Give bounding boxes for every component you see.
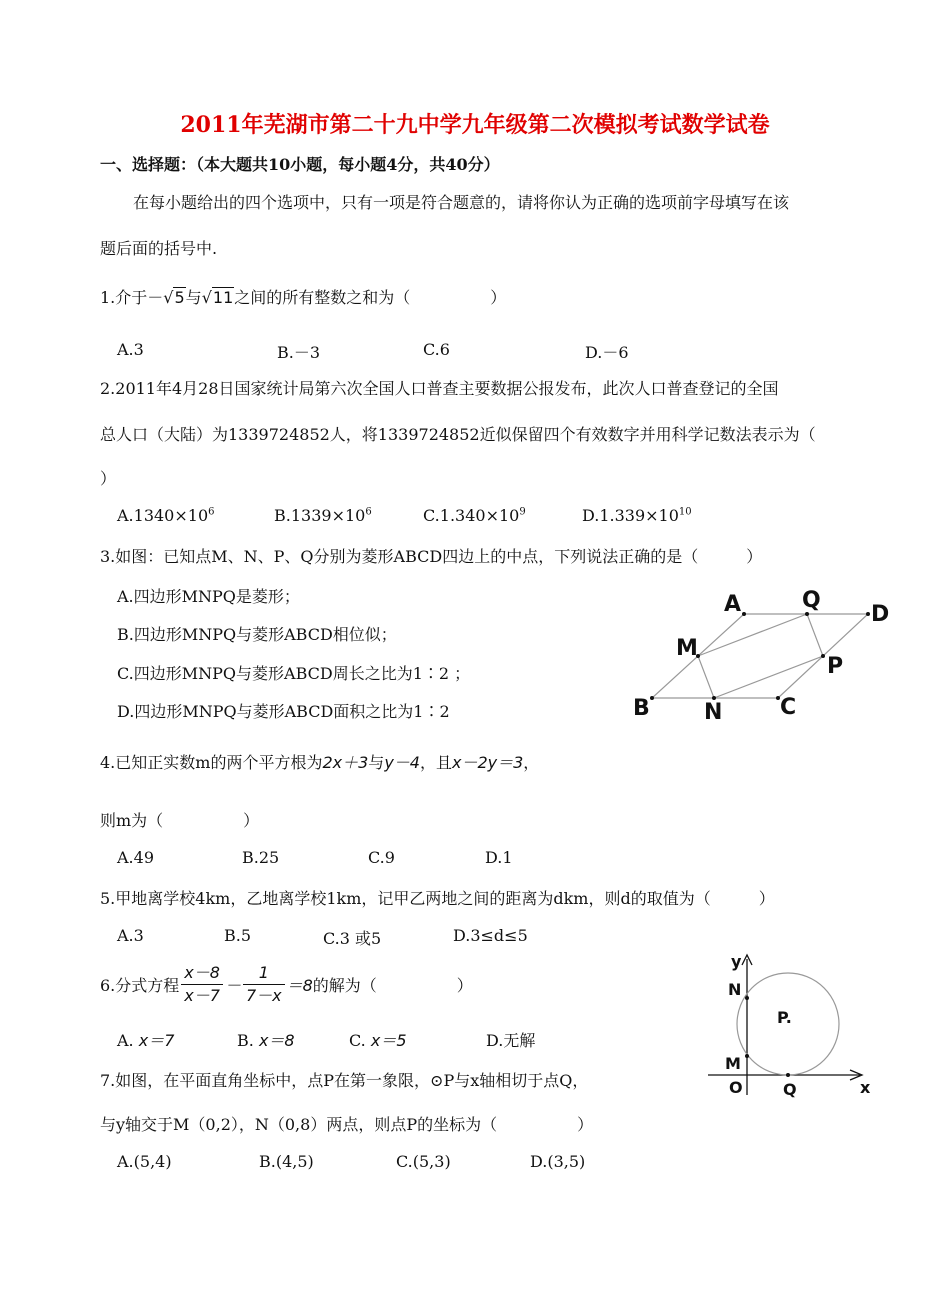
- label-b: B: [633, 696, 650, 721]
- question-4-line2: 则m为（ ）: [100, 811, 260, 830]
- question-1-stem: [100, 285, 506, 308]
- q3-option-c: C.四边形MNPQ与菱形ABCD周长之比为1∶2 ；: [117, 664, 471, 683]
- q6-option-a: A. x＝7: [117, 1031, 175, 1050]
- q2-option-a: $A.1340\times 10^6$: [117, 506, 215, 525]
- question-3-stem: 3.如图：已知点M、N、P、Q分别为菱形ABCD四边上的中点，下列说法正确的是（ ）: [100, 547, 763, 566]
- question-4-stem: 4.已知正实数m的两个平方根为2x＋3与y－4，且x－2y＝3，: [100, 753, 540, 772]
- quad-mnpq: [698, 614, 823, 698]
- q1-prefix: 1.介于－: [100, 288, 164, 307]
- q1-suffix: 之间的所有整数之和为（ ）: [234, 288, 507, 307]
- q3-option-b: B.四边形MNPQ与菱形ABCD相位似；: [117, 625, 397, 644]
- question-5-stem: 5.甲地离学校4km，乙地离学校1km，记甲乙两地之间的距离为dkm，则d的取值为（ ）: [100, 889, 775, 908]
- label-p: P: [827, 654, 844, 679]
- q1-radical-11: √11: [201, 288, 234, 307]
- question-2-line1: 2.2011年4月28日国家统计局第六次全国人口普查主要数据公报发布，此次人口普查登记的全国: [100, 379, 779, 398]
- q5-option-c: C.3 或5: [323, 929, 382, 948]
- q1-radical-5: √5: [163, 288, 185, 307]
- q3-option-d: D.四边形MNPQ与菱形ABCD面积之比为1∶2: [117, 702, 450, 721]
- label-c: C: [780, 695, 797, 720]
- q4-option-b: B.25: [242, 848, 280, 867]
- q1-option-a: A.3: [117, 340, 144, 359]
- question-7-line2: 与y轴交于M（0,2），N（0,8）两点，则点P的坐标为（ ）: [100, 1115, 594, 1134]
- q7-option-c: C.(5,3): [396, 1152, 451, 1171]
- label-q: Q: [802, 588, 821, 613]
- q1-option-b: B.－3: [277, 343, 321, 362]
- q6-option-c: C. x＝5: [349, 1031, 407, 1050]
- question-7-line1: 7.如图，在平面直角坐标中，点P在第一象限，⊙P与x轴相切于点Q，: [100, 1071, 589, 1090]
- q4-option-d: D.1: [485, 848, 513, 867]
- label-q2: Q: [783, 1080, 797, 1099]
- q6-fraction-1: $\frac{x-8}{x-7}$: [181, 962, 223, 1007]
- label-d: D: [871, 602, 890, 627]
- q6-option-b: B. x＝8: [237, 1031, 295, 1050]
- question-6-stem: 6.分式方程 $\frac{x-8}{x-7}$ － $\frac{1}{7-x}$ ＝8 的解为（ ）: [100, 963, 473, 1005]
- q6-option-d: D.无解: [486, 1031, 536, 1050]
- page-title: 2011年芜湖市第二十九中学九年级第二次模拟考试数学试卷: [180, 112, 770, 138]
- label-x: x: [860, 1078, 871, 1097]
- q5-option-b: B.5: [224, 926, 252, 945]
- q5-option-d: D.3≤d≤5: [453, 926, 528, 945]
- q2-option-b: $B.1339\times 10^6$: [274, 506, 372, 525]
- q2-option-d: $D.1.339\times 10^{10}$: [582, 506, 692, 525]
- q4-expr-y-minus-4: y－4: [384, 753, 420, 772]
- q7-option-a: A.(5,4): [117, 1152, 172, 1171]
- label-o: O: [729, 1078, 743, 1097]
- q1-option-d: D.－6: [585, 343, 629, 362]
- label-a: A: [724, 592, 742, 617]
- question-2-line2: 总人口（大陆）为1339724852人，将1339724852近似保留四个有效数字并用科学记数法表示为（: [100, 425, 816, 444]
- q7-option-b: B.(4,5): [259, 1152, 314, 1171]
- label-m2: M: [725, 1054, 741, 1073]
- label-n: N: [704, 700, 723, 725]
- q4-expr-equation: x－2y＝3: [451, 753, 524, 772]
- q3-option-a: A.四边形MNPQ是菱形；: [117, 587, 300, 606]
- q6-fraction-2: $\frac{1}{7-x}$: [243, 962, 285, 1007]
- q2-option-c: $C.1.340\times 10^9$: [423, 506, 526, 525]
- label-n2: N: [728, 980, 742, 999]
- q5-option-a: A.3: [117, 926, 144, 945]
- circle-coordinate-figure: [700, 945, 890, 1105]
- rhombus-figure: [620, 585, 900, 725]
- section-intro-line1: 在每小题给出的四个选项中，只有一项是符合题意的，请将你认为正确的选项前字母填写在该: [133, 193, 790, 212]
- q4-option-c: C.9: [368, 848, 395, 867]
- q7-option-d: D.(3,5): [530, 1152, 586, 1171]
- question-2-line3: ）: [100, 469, 117, 488]
- section-heading: 一、选择题：（本大题共10小题，每小题4分，共40分）: [100, 155, 500, 174]
- label-y: y: [731, 952, 742, 971]
- q4-expr-2x-plus-3: 2x＋3: [322, 753, 369, 772]
- section-intro-line2: 题后面的括号中.: [100, 239, 218, 258]
- q1-option-c: C.6: [423, 340, 450, 359]
- label-m: M: [676, 636, 698, 661]
- q4-option-a: A.49: [117, 848, 154, 867]
- q1-mid: 与: [185, 288, 202, 307]
- label-p2: P.: [777, 1008, 792, 1027]
